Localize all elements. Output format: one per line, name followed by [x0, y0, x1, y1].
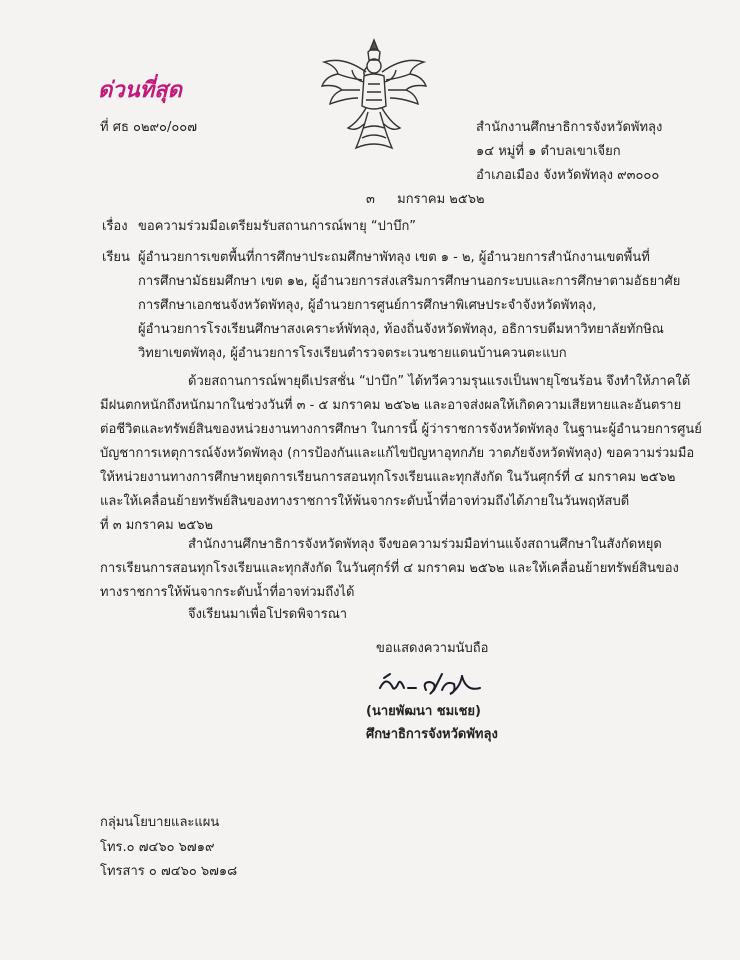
recipient-line: การศึกษามัธยมศึกษา เขต ๑๒, ผู้อำนวยการส่งเสริมการศึกษานอกระบบและการศึกษาตามอัธยาศัย	[138, 274, 681, 289]
paragraph-line: ให้หน่วยงานทางการศึกษาหยุดการเรียนการสอนทุกโรงเรียนและทุกสังกัด ในวันศุกร์ที่ ๔ มกราคม ๒๕๖๒	[100, 470, 676, 485]
paragraph-line: ด้วยสถานการณ์พายุดีเปรสชั่น “ปาบึก” ได้ทวีความรุนแรงเป็นพายุโซนร้อน จึงทำให้ภาคใต้	[188, 374, 691, 389]
footer-fax: โทรสาร ๐ ๗๔๖๐ ๖๗๑๘	[100, 864, 238, 879]
signer-name: (นายพัฒนา ชมเชย)	[366, 704, 481, 719]
signer-position: ศึกษาธิการจังหวัดพัทลุง	[366, 727, 498, 742]
recipient-label: เรียน	[102, 250, 130, 265]
recipient-line: ผู้อำนวยการโรงเรียนศึกษาสงเคราะห์พัทลุง, ท้องถิ่นจังหวัดพัทลุง, อธิการบดีมหาวิทยาลัยทักษิณ	[138, 322, 664, 337]
urgency-label: ด่วนที่สุด	[98, 78, 182, 103]
garuda-emblem-icon	[318, 36, 430, 154]
closing-request: จึงเรียนมาเพื่อโปรดพิจารณา	[188, 607, 348, 622]
sender-office: สำนักงานศึกษาธิการจังหวัดพัทลุง	[476, 120, 663, 135]
letter-date	[366, 192, 485, 208]
sender-address-line2: อำเภอเมือง จังหวัดพัทลุง ๙๓๐๐๐	[476, 168, 660, 183]
document-number: ที่ ศธ ๐๒๙๐/๐๐๗	[100, 120, 198, 135]
footer-department: กลุ่มนโยบายและแผน	[100, 815, 220, 830]
body-paragraph-2	[100, 533, 679, 605]
paragraph-line: สำนักงานศึกษาธิการจังหวัดพัทลุง จึงขอความร่วมมือท่านแจ้งสถานศึกษาในสังกัดหยุด	[188, 537, 662, 552]
paragraph-line: การเรียนการสอนทุกโรงเรียนและทุกสังกัด ในวันศุกร์ที่ ๔ มกราคม ๒๕๖๒ และให้เคลื่อนย้ายทรัพย์สินของ	[100, 561, 679, 576]
handwritten-signature	[376, 666, 488, 704]
recipient-line: การศึกษาเอกชนจังหวัดพัทลุง, ผู้อำนวยการศูนย์การศึกษาพิเศษประจำจังหวัดพัทลุง,	[138, 298, 597, 313]
recipient-list	[138, 246, 680, 366]
subject-text: ขอความร่วมมือเตรียมรับสถานการณ์พายุ “ปาบึก”	[138, 219, 417, 234]
recipient-line: วิทยาเขตพัทลุง, ผู้อำนวยการโรงเรียนตำรวจตระเวนชายแดนบ้านควนตะแบก	[138, 346, 567, 361]
paragraph-line: บัญชาการเหตุการณ์จังหวัดพัทลุง (การป้องกันและแก้ไขปัญหาอุทกภัย วาตภัยจังหวัดพัทลุง) ขอความร่วมมือ	[100, 446, 695, 461]
paragraph-line: ที่ ๓ มกราคม ๒๕๖๒	[100, 518, 214, 533]
paragraph-line: และให้เคลื่อนย้ายทรัพย์สินของทางราชการให้พ้นจากระดับน้ำที่อาจท่วมถึงได้ภายในวันพฤหัสบดี	[100, 494, 630, 509]
subject-label: เรื่อง	[102, 219, 128, 234]
sender-address-line1: ๑๔ หมู่ที่ ๑ ตำบลเขาเจียก	[476, 144, 621, 159]
paragraph-line: ทางราชการให้พ้นจากระดับน้ำที่อาจท่วมถึงได้	[100, 585, 355, 600]
paragraph-line: มีฝนตกหนักถึงหนักมากในช่วงวันที่ ๓ - ๕ มกราคม ๒๕๖๒ และอาจส่งผลให้เกิดความเสียหายและอันตราย	[100, 398, 682, 413]
date-month-year: มกราคม ๒๕๖๒	[397, 192, 485, 207]
date-day: ๓	[366, 192, 375, 207]
closing-salutation: ขอแสดงความนับถือ	[376, 641, 489, 656]
body-paragraph-1	[100, 370, 702, 538]
paragraph-line: ต่อชีวิตและทรัพย์สินของหน่วยงานทางการศึกษา ในการนี้ ผู้ว่าราชการจังหวัดพัทลุง ในฐานะผู้อำนวยการศูนย์	[100, 422, 702, 437]
recipient-line: ผู้อำนวยการเขตพื้นที่การศึกษาประถมศึกษาพัทลุง เขต ๑ - ๒, ผู้อำนวยการสำนักงานเขตพื้นที่	[138, 250, 650, 265]
footer-phone: โทร.๐ ๗๔๖๐ ๖๗๑๙	[100, 840, 215, 855]
